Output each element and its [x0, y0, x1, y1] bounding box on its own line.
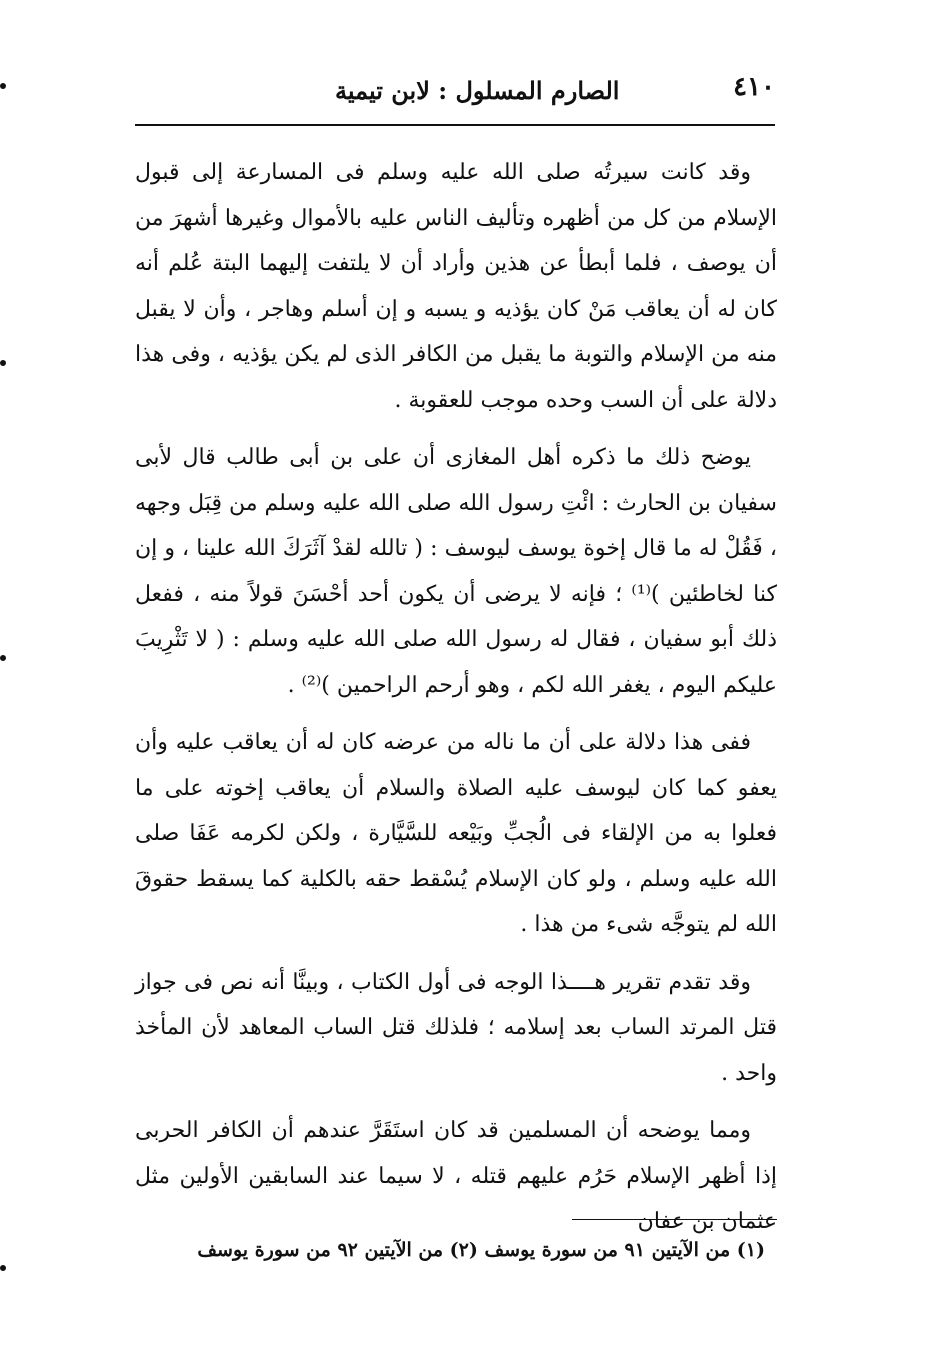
book-title: الصارم المسلول : لابن تيمية [335, 76, 620, 105]
header-rule [135, 124, 775, 126]
running-header [135, 70, 775, 114]
footnote-rule [572, 1219, 777, 1220]
page-number: ٤١٠ [733, 72, 775, 102]
paragraph-3: ففى هذا دلالة على أن ما ناله من عرضه كان له أن يعاقب عليه وأن يعفو كما كان ليوسف عليه الصلاة والسلام أن يعاقب إخوته على ما فعلوا به من الإلقاء فى الُجبِّ وبَيْعه للسَّيَّارة ، ولكن لكرمه عَفَا صلى الله عليه وسلم ، ولو كان الإسلام يُسْقط حقه بالكلية كما يسقط حقوقَ الله لم يتوجَّه شىء من هذا . [135, 730, 777, 937]
body-text [135, 150, 777, 1257]
margin-mark [0, 655, 6, 661]
paragraph-1: وقد كانت سيرتُه صلى الله عليه وسلم فى المسارعة إلى قبول الإسلام من كل من أظهره وتأليف الناس عليه بالأموال وغيرها أشهرَ من أن يوصف ، فلما أبطأ عن هذين وأراد أن لا يلتفت إليهما البتة عُلم أنه كان له أن يعاقب مَنْ كان يؤذيه و يسبه و إن أسلم وهاجر ، وأن لا يقبل منه من الإسلام والتوبة ما يقبل من الكافر الذى لم يكن يؤذيه ، وفى هذا دلالة على أن السب وحده موجب للعقوبة . [135, 160, 777, 413]
paragraph-5: ومما يوضحه أن المسلمين قد كان استَقَرَّ عندهم أن الكافر الحربى إذا أظهر الإسلام حَرُم عليهم قتله ، لا سيما عند السابقين الأولين مثل عثمان بن عفان [135, 1118, 777, 1234]
margin-mark [0, 360, 6, 366]
paragraph-2: يوضح ذلك ما ذكره أهل المغازى أن على بن أبى طالب قال لأبى سفيان بن الحارث : ائْتِ رسول الله صلى الله عليه وسلم من قِبَل وجهه ، فَقُلْ له ما قال إخوة يوسف ليوسف : ( تالله لقدْ آثَرَكَ الله علينا ، و إن كنا لخاطئين )⁽¹⁾ ؛ فإنه لا يرضى أن يكون أحد أحْسَنَ قولاً منه ، ففعل ذلك أبو سفيان ، فقال له رسول الله صلى الله عليه وسلم : ( لا تَثْرِيبَ عليكم اليوم ، يغفر الله لكم ، وهو أرحم الراحمين )⁽²⁾ . [135, 445, 777, 698]
margin-mark [0, 83, 6, 89]
footnote: (١) من الآيتين ٩١ من سورة يوسف (٢) من الآيتين ٩٢ من سورة يوسف [197, 1239, 765, 1261]
margin-mark [0, 1265, 6, 1271]
paragraph-4: وقد تقدم تقرير هــــذا الوجه فى أول الكتاب ، وبينَّا أنه نص فى جواز قتل المرتد الساب بعد إسلامه ؛ فلذلك قتل الساب المعاهد لأن المأخذ واحد . [135, 969, 777, 1086]
